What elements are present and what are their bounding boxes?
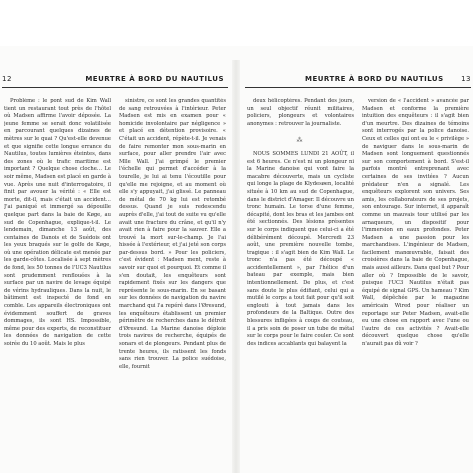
left-running-title: MEURTRE À BORD DU NAUTILUS (85, 75, 224, 83)
paragraph: sinistre, ce sont les grandes quantités de sang retrouvées à l'intérieur. Peter Madsen est mis en examen pour « homicide involontaire par négligence » et placé en détention provisoire. « C'était un accident, répète-t-il. Je venais de faire remonter mon sous-marin en surface, pour aller prendre l'air avec Mlle Wall. J'ai grimpé le premier l'échelle qui permet d'accéder à la tourelle, je lui ai tenu l'écoutille pour qu'elle me rejoigne, et au moment où elle s'y appuyait, j'ai glissé. Le panneau de métal de 70 kg lui est retombé dessus. Quand je suis redescendu auprès d'elle, j'ai tout de suite vu qu'elle avait une fracture du crâne, et qu'il n'y avait rien à faire pour la sauver. Elle a trouvé la mort sur-le-champ. Je l'ai hissée à l'extérieur, et j'ai jeté son corps par-dessus bord. » Pour les policiers, c'est évident : Madsen ment, reste à savoir sur quoi et pourquoi. Et comme il s'en doutait, les enquêteurs sont rapidement fixés sur les dangers que représente le sous-marin. En se basant sur les données de navigation du navire marchand qui l'a repéré dans l'Øresund, les enquêteurs établissent un premier périmètre de recherches dans le détroit d'Øresund. La Marine danoise déploie trois navires de recherche, équipés de sonars et de plongeurs. Pendant plus de trente heures, ils ratissent les fonds sans rien trouver. La police suédoise, elle, fournit (119, 98, 226, 370)
paragraph: Problème : le pont sud de Kim Wall tient un restaurant tout près de l'hôtel où Madsen affirme l'avoir déposée. La jeune femme se serait donc volatilisée en parcourant quelques dizaines de mètres sur le quai ? Qu'est-elle devenue et que signifie cette longue errance du Nautilus, toutes lumières éteintes, dans des zones où le trafic maritime est important ? Quelque chose cloche… Le soir même, Madsen est placé en garde à vue. Après une nuit d'interrogatoire, il finit par avouer la vérité : « Elle est morte, dit-il, mais c'était un accident… J'ai paniqué et immergé sa dépouille quelque part dans la baie de Køge, au sud de Copenhague, explique-t-il. Le lendemain, dimanche 13 août, des centaines de Danois et de Suédois ont les yeux braqués sur le golfe de Køge, où une opération délicate est menée par les garde-côtes. Localisée à sept mètres de fond, les 50 tonnes de l'UC3 Nautilus sont prudemment renflouées à la surface par un navire de levage équipé de vérins hydrauliques. Dans la nuit, le bâtiment est inspecté de fond en comble. Les appareils électroniques ont évidemment souffert de graves dommages, ils sont HS. Impossible, même pour des experts, de reconstituer les données de navigation de cette soirée du 10 août. Mais le plus (4, 98, 111, 347)
right-page-header (245, 71, 471, 88)
text-column (119, 98, 226, 468)
right-text-columns (247, 98, 471, 468)
left-page (0, 0, 228, 473)
section-date: NOUS SOMMES LUNDI 21 AOÛT, (253, 150, 348, 157)
left-text-columns (4, 98, 226, 468)
left-page-number: 12 (2, 75, 12, 83)
right-page-number: 13 (461, 75, 471, 83)
book-gutter (232, 60, 240, 473)
paragraph: version de « l'accident » avancée par Madsen et conforme la première intuition des enquêteurs : il s'agit bien d'un meurtre. Des dizaines de témoins sont interrogés par la police danoise. Ceux et celles qui ont eu le « privilège » de naviguer dans le sous-marin de Madsen sont longuement questionnés sur son comportement à bord. S'est-il parfois montré entreprenant avec certaines de ses invitées ? Aucun prédateur n'en a signalé. Les enquêteurs explorent son univers. Ses amis, les collaborateurs de ses projets, son entourage. Sur internet, il apparaît comme un mauvais tour utilisé par les arnaqueurs, un dispositif pour l'immersion en eaux profondes. Peter Madsen a une passion pour les marchandises. L'ingénieur de Madsen, facilement manœuvrable, faisait des croisières dans la baie de Copenhague, mais aussi ailleurs. Dans quel but ? Pour aller où ? Impossible de le savoir, puisque l'UC3 Nautilus n'était pas équipé de signal GPS. Un hameau ? Kim Wall, dépêchée par le magazine américain Wired pour réaliser un reportage sur Peter Madsen, avait-elle eu une chose en rapport avec l'une ou l'autre de ces activités ? Avait-elle découvert quelque chose qu'elle n'aurait pas dû voir ? (362, 98, 469, 347)
paragraph (247, 151, 354, 348)
text-column (362, 98, 469, 468)
section-text: il est 6 heures. Ce n'est ni un plongeur ni la Marine danoise qui vont faire la macabre découverte, mais un cycliste qui longe la plage de Klydesøen, localité située à 10 km au sud de Copenhague, dans le district d'Amager. Il découvre un tronc humain. Le torse d'une femme, décapité, dont les bras et les jambes ont été sectionnés. Des lésions présentes sur le corps indiquent que celui-ci a été délibérément découpé. Mercredi 23 août, une première nouvelle tombe, tragique : il s'agit bien de Kim Wall. Le tronc n'a pas été découpé « accidentellement », par l'hélice d'un bateau par exemple, mais bien intentionnellement. De plus, et c'est sans doute le plus édifiant, celui qui a mutilé le corps a tout fait pour qu'il soit englouti à tout jamais dans les profondeurs de la Baltique. Outre des blessures infligées à coups de couteau, il a pris soin de poser un tube de métal sur le corps pour le faire couler. Ce sont des indices accablants qui balayent la (247, 150, 354, 347)
paragraph: deux hélicoptères. Pendant des jours, un seul objectif réunit militaires, policiers, plongeurs et volontaires anonymes : retrouver la journaliste. (247, 98, 354, 127)
text-column (247, 98, 354, 468)
left-page-header (2, 71, 228, 88)
right-page (245, 0, 473, 473)
section-divider: ⁂ (296, 137, 305, 145)
right-running-title: MEURTRE À BORD DU NAUTILUS (305, 75, 444, 83)
text-column (4, 98, 111, 468)
